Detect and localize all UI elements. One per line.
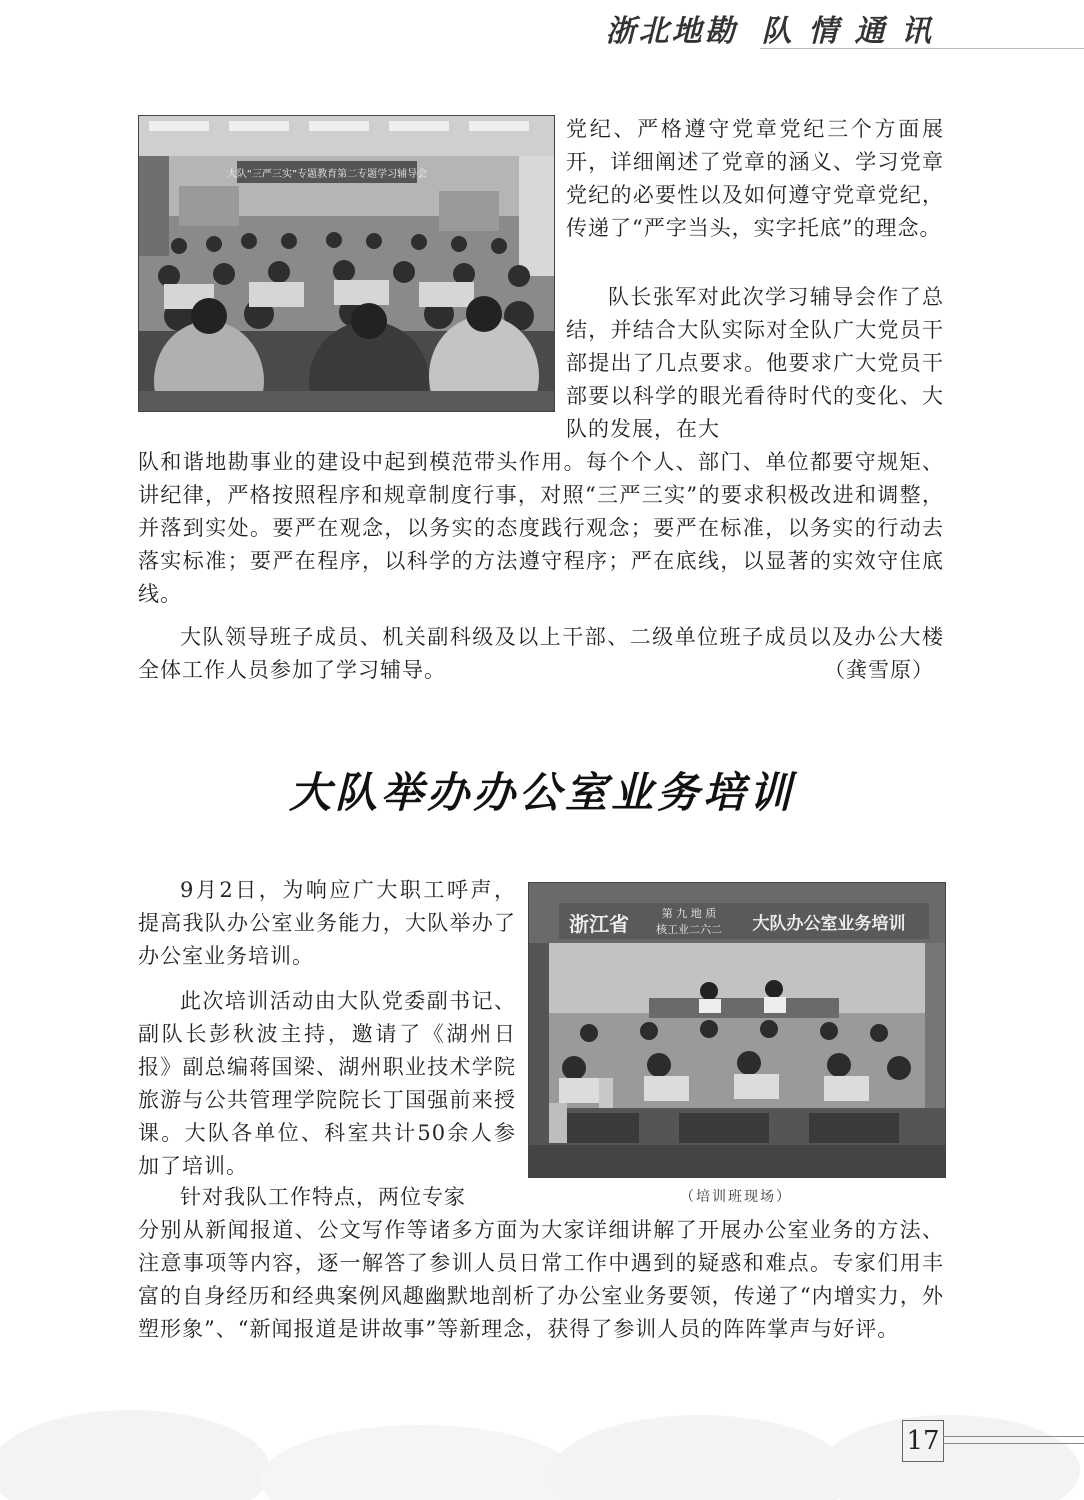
header-title-part2: 队 情 通 讯 <box>761 14 934 49</box>
article2-paragraph-1: 9月2日，为响应广大职工呼声，提高我队办公室业务能力，大队举办了办公室业务培训。 <box>138 878 516 968</box>
page-number: 17 <box>902 1420 944 1462</box>
training-photo <box>528 882 946 1178</box>
article1-byline: （龚雪原） <box>824 658 934 682</box>
meeting-photo <box>138 115 555 412</box>
photo2-banner-right: 大队办公室业务培训 <box>752 914 906 934</box>
article2-title: 大队举办办公室业务培训 <box>288 768 795 817</box>
journal-header-title <box>606 6 934 50</box>
photo1-banner-text: 大队“三严三实”专题教育第二专题学习辅导会 <box>226 169 428 180</box>
article1-paragraph-1: 党纪、严格遵守党章党纪三个方面展开，详细阐述了党章的涵义、学习党章党纪的必要性以及如何遵守党章党纪，传递了“严字当头，实字托底”的理念。 <box>566 117 944 240</box>
page-number-rule-top <box>943 1436 1084 1437</box>
article2-paragraph-2: 此次培训活动由大队党委副书记、副队长彭秋波主持，邀请了《湖州日报》副总编蒋国梁、湖州职业技术学院旅游与公共管理学院院长丁国强前来授课。大队各单位、科室共计50余人参加了培训。 <box>138 989 516 1178</box>
header-rule <box>760 48 1084 49</box>
photo2-banner-mid-bottom: 核工业二六二 <box>656 923 722 936</box>
photo2-banner-left: 浙江省 <box>569 912 629 936</box>
article1-paragraph-2-bottom: 队和谐地勘事业的建设中起到模范带头作用。每个个人、部门、单位都要守规矩、讲纪律，严格按照程序和规章制度行事，对照“三严三实”的要求积极改进和调整，并落到实处。要严在观念，以务实的态度践行观念；要严在标准，以务实的行动去落实标准；要严在程序，以科学的方法遵守程序；严在底线，以显著的实效守住底线。 <box>138 450 944 606</box>
article1-paragraph-2-top: 队长张军对此次学习辅导会作了总结，并结合大队实际对全队广大党员干部提出了几点要求。他要求广大党员干部要以科学的眼光看待时代的变化、大队的发展，在大 <box>566 285 944 441</box>
article2-paragraph-3-top: 针对我队工作特点，两位专家 <box>180 1185 466 1209</box>
photo2-banner-mid-top: 第 九 地 质 <box>661 907 717 920</box>
article2-paragraph-3-bottom: 分别从新闻报道、公文写作等诸多方面为大家详细讲解了开展办公室业务的方法、注意事项等内容，逐一解答了参训人员日常工作中遇到的疑惑和难点。专家们用丰富的自身经历和经典案例风趣幽默地剖析了办公室业务要领，传递了“内增实力，外塑形象”、“新闻报道是讲故事”等新理念，获得了参训人员的阵阵掌声与好评。 <box>138 1218 944 1341</box>
photo2-caption: （培训班现场） <box>680 1189 792 1205</box>
article1-paragraph-3: 大队领导班子成员、机关副科级及以上干部、二级单位班子成员以及办公大楼全体工作人员参加了学习辅导。 <box>138 625 944 682</box>
header-title-part1: 浙北地勘 <box>605 14 738 49</box>
page-number-rule-bottom <box>943 1443 1084 1444</box>
decorative-flower-watermark <box>0 1300 1084 1500</box>
